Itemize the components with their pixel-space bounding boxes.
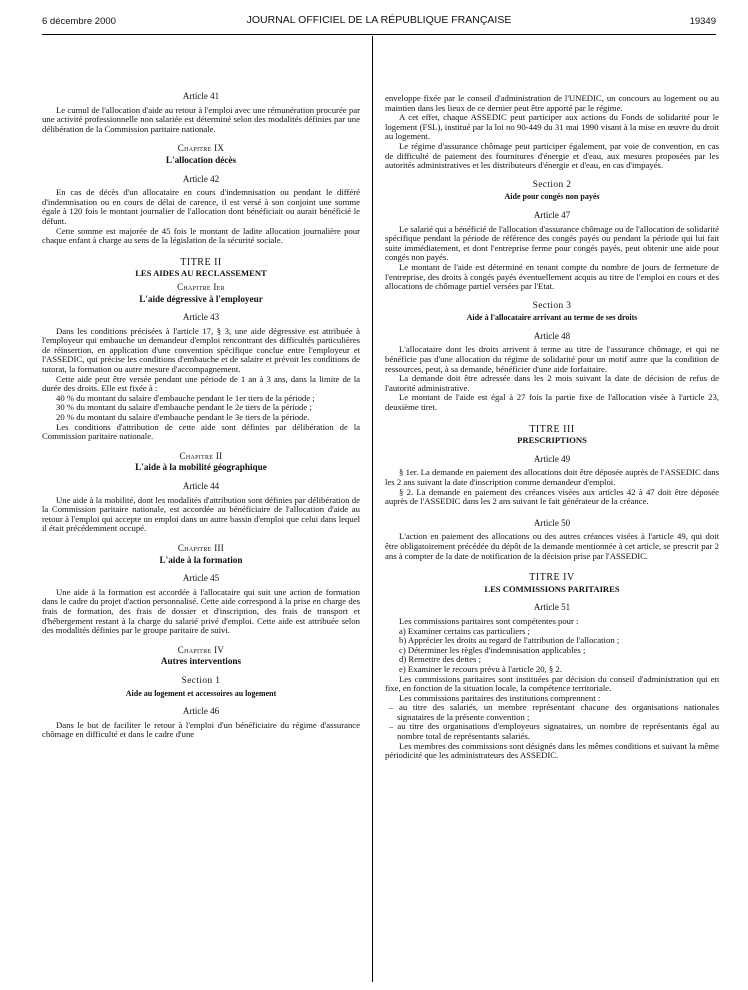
chapter-2-title: L'aide à la mobilité géographique <box>135 462 267 473</box>
article-42-heading: Article 42 <box>182 173 220 184</box>
article-43-heading: Article 43 <box>182 312 220 323</box>
article-44-paragraph: Une aide à la mobilité, dont les modalités d'attribution sont définies par délibération de la Commission paritaire nationale, est accordée au bénéficiaire de l'allocation d'aide au retour à l'emploi qui accepte un emploi dans un autre bassin d'emploi que celui dans lequel il était précédemment occupé. <box>42 494 360 534</box>
article-51-paragraph: Les membres des commissions sont désignés dans les mêmes conditions et suivant la même périodicité que les administrateurs des ASSEDIC. <box>385 740 719 761</box>
titre-2-heading: TITRE II <box>180 256 222 268</box>
chapter-1-heading: Chapitre Ier <box>177 281 225 292</box>
section-3-title: Aide à l'allocataire arrivant au terme de ses droits <box>466 313 638 323</box>
article-49-paragraph: § 2. La demande en paiement des créances visées aux articles 42 à 47 doit être déposée auprès de l'ASSEDIC dans les 2 ans suivant le fait générateur de la créance. <box>385 486 719 507</box>
article-41-heading: Article 41 <box>182 91 220 101</box>
section-2-title: Aide pour congés non payés <box>504 192 600 202</box>
article-46-paragraph-continued: enveloppe fixée par le conseil d'administration de l'UNEDIC, un concours au logement ou au maintien dans les lieux de ce dernier peut être apporté par le régime. <box>385 93 719 113</box>
article-51-paragraph: Les commissions paritaires des institutions comprennent : <box>399 692 601 703</box>
article-51-heading: Article 51 <box>533 602 571 613</box>
article-43-paragraph: Dans les conditions précisées à l'article 17, § 3, une aide dégressive est attribuée à l'employeur qui embauche un demandeur d'emploi rencontrant des difficultés particulières de réinsertion, en application d'une convention spécifique conclue entre l'employeur et l'ASSEDIC, qui précise les conditions d'embauche et de salaire et prévoit les conditions de tutorat, la formation ou autre mesure d'accompagnement. <box>42 325 360 375</box>
article-51-dash-item: – au titre des organisations d'employeurs signataires, un nombre de représentants égal au nombre total de représentants salariés. <box>389 721 719 742</box>
titre-3-title: PRESCRIPTIONS <box>517 435 587 446</box>
section-1-heading: Section 1 <box>181 675 221 686</box>
article-48-heading: Article 48 <box>533 330 571 341</box>
article-48-paragraph: L'allocataire dont les droits arrivent à terme au titre de l'assurance chômage, et qui ne bénéficie pas d'une allocation du régime de solidarité pour un motif autre que la condition de ressources, peut, à sa demande, bénéficier d'une aide forfaitaire. <box>385 344 719 374</box>
article-43-paragraph: 30 % du montant du salaire d'embauche pendant le 2e tiers de la période ; <box>56 402 312 413</box>
article-43-paragraph: 40 % du montant du salaire d'embauche pendant le 1er tiers de la période ; <box>56 392 315 403</box>
article-51-list-item: b) Apprécier les droits au regard de l'attribution de l'allocation ; <box>399 635 620 646</box>
header-page-number: 19349 <box>689 16 716 27</box>
article-51-dash-item: – au titre des salariés, un membre représentant chacune des organisations nationales signataires de la présente convention ; <box>389 702 719 722</box>
chapter-4-heading: Chapitre IV <box>177 644 225 655</box>
article-46-paragraph: A cet effet, chaque ASSEDIC peut participer aux actions du Fonds de solidarité pour le logement (FSL), institué par la loi no 90-449 du 31 mai 1990 visant à la mise en œuvre du droit au logement. <box>385 112 719 142</box>
article-48-paragraph: La demande doit être adressée dans les 2 mois suivant la date de décision de refus de l'autorité administrative. <box>385 373 719 393</box>
article-43-paragraph: 20 % du montant du salaire d'embauche pendant le 3e tiers de la période. <box>56 412 310 423</box>
article-43-paragraph: Les conditions d'attribution de cette aide sont définies par délibération de la Commission paritaire nationale. <box>42 421 360 442</box>
titre-4-heading: TITRE IV <box>529 572 575 584</box>
column-divider <box>372 36 373 982</box>
article-42-paragraph: En cas de décès d'un allocataire en cours d'indemnisation ou pendant le différé d'indemnisation ou en cours de délai de carence, il est versé à son conjoint une somme égale à 120 fois le montant journalier de l'allocation dont bénéficiait ou aurait bénéficié le défunt. <box>42 187 360 226</box>
chapter-3-heading: Chapitre III <box>177 542 225 553</box>
chapter-2-heading: Chapitre II <box>179 450 223 461</box>
article-45-heading: Article 45 <box>182 573 220 584</box>
chapter-1-title: L'aide dégressive à l'employeur <box>139 293 263 304</box>
chapter-3-title: L'aide à la formation <box>159 554 243 565</box>
article-47-paragraph: Le salarié qui a bénéficié de l'allocation d'assurance chômage ou de l'allocation de solidarité spécifique pendant la période de référence des congés payés ou pendant la période qui lui fait suite immédiatement, et dont l'entreprise ferme pour congés payés, peut obtenir une aide pour congés non payés. <box>385 223 719 263</box>
article-43-paragraph: Cette aide peut être versée pendant une période de 1 an à 3 ans, dans la limite de la durée des droits. Elle est fixée à : <box>42 373 360 394</box>
chapter-9-title: L'allocation décès <box>165 154 237 165</box>
titre-4-title: LES COMMISSIONS PARITAIRES <box>484 583 620 594</box>
article-47-heading: Article 47 <box>533 209 571 220</box>
article-51-paragraph: Les commissions paritaires sont compétentes pour : <box>399 615 579 626</box>
page-header <box>42 14 716 30</box>
article-49-paragraph: § 1er. La demande en paiement des allocations doit être déposée auprès de l'ASSEDIC dans les 2 ans suivant la date d'inscription comme demandeur d'emploi. <box>385 467 719 487</box>
section-1-title: Aide au logement et accessoires au logement <box>125 688 277 698</box>
article-46-paragraph: Dans le but de faciliter le retour à l'emploi d'un bénéficiaire du régime d'assurance chômage en difficulté et dans le cadre d'une <box>42 719 360 740</box>
right-column <box>385 94 719 761</box>
article-46-heading: Article 46 <box>182 706 220 717</box>
article-46-paragraph: Le régime d'assurance chômage peut participer également, par voie de convention, en cas de difficulté de paiement des fournitures d'énergie et d'eau, aux mesures proposées par les autorités administratives et les distributeurs d'énergie et d'eau, en cas d'impayés. <box>385 140 719 171</box>
section-3-heading: Section 3 <box>532 300 572 311</box>
left-column <box>42 92 360 740</box>
titre-2-title: LES AIDES AU RECLASSEMENT <box>135 268 267 279</box>
article-51-list-item: e) Examiner le recours prévu à l'article 20, § 2. <box>399 663 562 674</box>
article-49-heading: Article 49 <box>533 453 571 464</box>
article-41-paragraph: Le cumul de l'allocation d'aide au retour à l'emploi avec une rémunération procurée par une activité professionnelle non salariée est déterminé selon des modalités définies par une délibération de la Commission paritaire nationale. <box>42 104 360 134</box>
article-48-paragraph: Le montant de l'aide est égal à 27 fois la partie fixe de l'allocation visée à l'article 23, deuxième tiret. <box>385 392 719 413</box>
section-2-heading: Section 2 <box>532 179 572 190</box>
titre-3-heading: TITRE III <box>529 423 575 435</box>
article-47-paragraph: Le montant de l'aide est déterminé en tenant compte du nombre de jours de fermeture de l'entreprise, des droits à congés payés éventuellement acquis au titre de l'emploi en cours et des allocations de chômage partiel versées par l'Etat. <box>385 261 719 292</box>
article-51-list-item: d) Remettre des dettes ; <box>399 654 482 665</box>
header-journal-title: JOURNAL OFFICIEL DE LA RÉPUBLIQUE FRANÇAISE <box>246 14 512 26</box>
chapter-4-title: Autres interventions <box>160 656 242 667</box>
header-rule <box>42 34 716 35</box>
article-45-paragraph: Une aide à la formation est accordée à l'allocataire qui suit une action de formation dans le cadre du projet d'action personnalisé. Cette aide correspond à la prise en charge des frais de formation, des frais de dossier et d'inscription, des frais de transport et d'hébergement restant à la charge du salarié privé d'emploi. Cette aide est attribuée selon des modalités définies par le groupe paritaire de suivi. <box>42 586 360 636</box>
article-51-list-item: a) Examiner certains cas particuliers ; <box>399 625 530 636</box>
chapter-9-heading: Chapitre IX <box>177 143 225 154</box>
article-51-paragraph: Les commissions paritaires sont instituées par décision du conseil d'administration qui en fixe, en fonction de la situation locale, la compétence territoriale. <box>385 673 719 694</box>
header-date: 6 décembre 2000 <box>42 16 116 27</box>
article-50-heading: Article 50 <box>533 517 571 528</box>
article-44-heading: Article 44 <box>182 481 220 491</box>
article-50-paragraph: L'action en paiement des allocations ou des autres créances visées à l'article 49, qui doit être obligatoirement précédée du dépôt de la demande mentionnée à cet article, se prescrit par 2 ans à compter de la date de notification de la décision prise par l'ASSEDIC. <box>385 531 719 561</box>
article-42-paragraph: Cette somme est majorée de 45 fois le montant de ladite allocation journalière pour chaque enfant à charge au sens de la législation de la sécurité sociale. <box>42 225 360 246</box>
article-51-list-item: c) Déterminer les règles d'indemnisation applicables ; <box>399 644 586 655</box>
